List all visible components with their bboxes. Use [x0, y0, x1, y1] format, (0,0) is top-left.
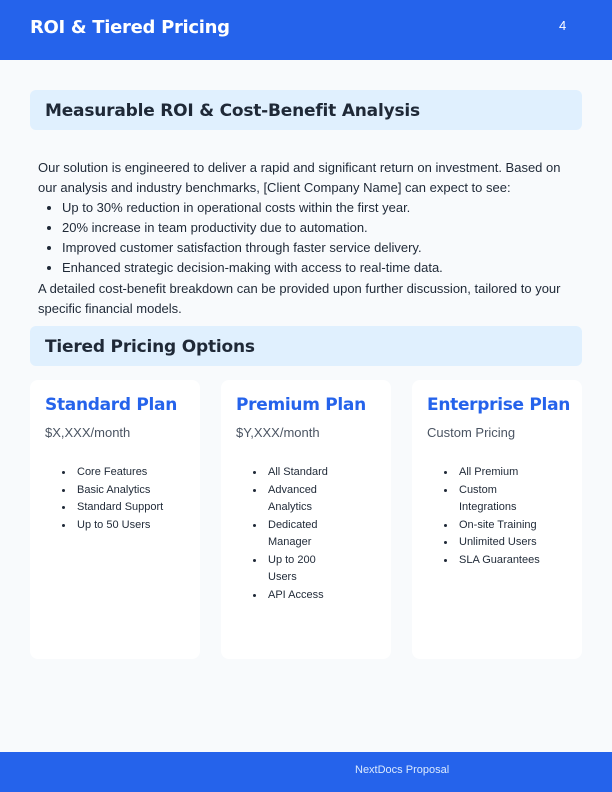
list-item: SLA Guarantees [459, 552, 547, 570]
list-item: Basic Analytics [77, 482, 189, 500]
list-item: Up to 30% reduction in operational costs within the first year. [62, 198, 582, 218]
roi-section-heading [30, 90, 582, 130]
list-item: Up to 200 Users [268, 552, 338, 587]
plan-price: $Y,XXX/month [236, 425, 320, 440]
pricing-card-enterprise [412, 380, 582, 659]
list-item: Dedicated Manager [268, 517, 338, 552]
roi-heading-text: Measurable ROI & Cost-Benefit Analysis [45, 101, 420, 121]
pricing-card-premium [221, 380, 391, 659]
plan-price: Custom Pricing [427, 425, 516, 440]
plan-features-list [459, 464, 547, 569]
page-title: ROI & Tiered Pricing [30, 17, 230, 38]
list-item: All Standard [268, 464, 338, 482]
list-item: Up to 50 Users [77, 517, 189, 535]
page-number: 4 [559, 18, 567, 33]
list-item: Custom Integrations [459, 482, 547, 517]
plan-features-list [268, 464, 338, 604]
plan-name: Enterprise Plan [427, 395, 571, 415]
pricing-section-heading [30, 326, 582, 366]
list-item: Core Features [77, 464, 189, 482]
plan-price: $X,XXX/month [45, 425, 131, 440]
page-header [0, 0, 612, 60]
pricing-heading-text: Tiered Pricing Options [45, 337, 255, 357]
list-item: Enhanced strategic decision-making with access to real-time data. [62, 258, 582, 278]
list-item: On-site Training [459, 517, 547, 535]
roi-closing-paragraph: A detailed cost-benefit breakdown can be provided upon further discussion, tailored to your specific financial models. [38, 281, 561, 316]
list-item: Improved customer satisfaction through faster service delivery. [62, 238, 582, 258]
plan-name: Standard Plan [45, 395, 178, 415]
pricing-card-standard [30, 380, 200, 659]
page-footer [0, 752, 612, 792]
plan-name: Premium Plan [236, 395, 366, 415]
list-item: 20% increase in team productivity due to automation. [62, 218, 582, 238]
roi-intro-paragraph: Our solution is engineered to deliver a rapid and significant return on investment. Based on our analysis and industry benchmarks, [Client Company Name] can expect to see: [38, 160, 561, 195]
list-item: All Premium [459, 464, 547, 482]
roi-benefits-list [62, 198, 582, 278]
plan-features-list [77, 464, 189, 534]
list-item: Unlimited Users [459, 534, 547, 552]
list-item: API Access [268, 587, 338, 605]
footer-text: NextDocs Proposal [355, 764, 450, 776]
list-item: Standard Support [77, 499, 189, 517]
list-item: Advanced Analytics [268, 482, 338, 517]
